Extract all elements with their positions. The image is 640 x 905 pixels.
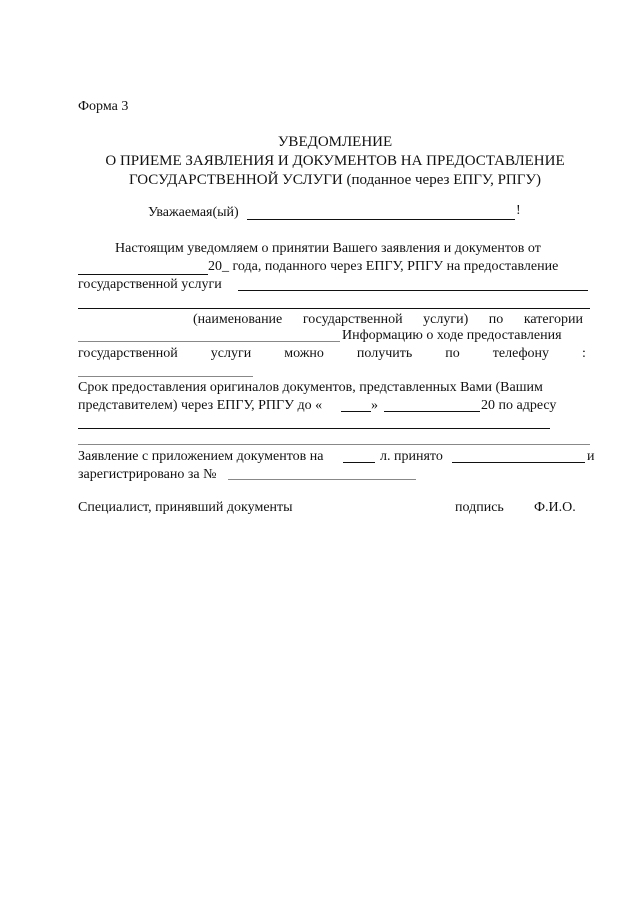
address-line-2 (78, 444, 590, 445)
registration-text-b: л. принято (380, 449, 443, 464)
phone-word: телефону (492, 346, 550, 361)
caption-word: категории (523, 312, 583, 327)
info-text: Информацию о ходе предоставления (342, 328, 562, 343)
phone-word: можно (284, 346, 324, 361)
phone-word: получить (356, 346, 413, 361)
form-label: Форма 3 (78, 99, 129, 114)
service-caption-row (193, 312, 583, 328)
phone-info-row (78, 346, 586, 362)
greeting-exclamation: ! (516, 203, 521, 218)
service-label: государственной услуги (78, 277, 222, 292)
document-subtitle-line1: О ПРИЕМЕ ЗАЯВЛЕНИЯ И ДОКУМЕНТОВ НА ПРЕДОСТАВЛЕНИЕ (105, 153, 565, 169)
deadline-text-line2a: представителем) через ЕПГУ, РПГУ до « (78, 398, 323, 413)
caption-word: по (488, 312, 504, 327)
registration-text-c: и (587, 449, 595, 464)
notice-year-text: 20_ года, поданного через ЕПГУ, РПГУ на предоставление (208, 259, 559, 274)
document-subtitle-line2: ГОСУДАРСТВЕННОЙ УСЛУГИ (поданное через ЕПГУ, РПГУ) (128, 172, 542, 188)
document-title: УВЕДОМЛЕНИЕ (277, 134, 393, 150)
greeting-text: Уважаемая(ый) (148, 205, 239, 220)
caption-word: (наименование (193, 312, 283, 327)
service-name-line (238, 290, 588, 291)
accepted-date-line (452, 462, 585, 463)
deadline-text-line1: Срок предоставления оригиналов документов, представленных Вами (Вашим (78, 380, 543, 395)
registration-number-line (228, 479, 416, 480)
phone-word: : (582, 346, 586, 361)
registration-text-a: Заявление с приложением документов на (78, 449, 324, 464)
signature-label: подпись (455, 500, 504, 515)
date-line (78, 274, 208, 275)
category-line (78, 341, 340, 342)
notice-paragraph-start: Настоящим уведомляем о принятии Вашего заявления и документов от (115, 241, 541, 256)
deadline-text-line2c: 20 по адресу (481, 398, 557, 413)
deadline-quote-close: » (371, 398, 378, 413)
phone-word: государственной (78, 346, 178, 361)
caption-word: услуги) (423, 312, 469, 327)
registration-number-label: зарегистрировано за № (78, 467, 217, 482)
service-name-line-2 (78, 308, 590, 309)
recipient-name-line (247, 219, 515, 220)
full-name-label: Ф.И.О. (534, 500, 576, 515)
address-line (78, 428, 550, 429)
phone-number-line (78, 376, 253, 377)
phone-word: услуги (210, 346, 252, 361)
deadline-day-line (341, 411, 371, 412)
deadline-month-line (384, 411, 480, 412)
phone-word: по (445, 346, 460, 361)
caption-word: государственной (302, 312, 403, 327)
specialist-label: Специалист, принявший документы (78, 500, 293, 515)
pages-count-line (343, 462, 375, 463)
